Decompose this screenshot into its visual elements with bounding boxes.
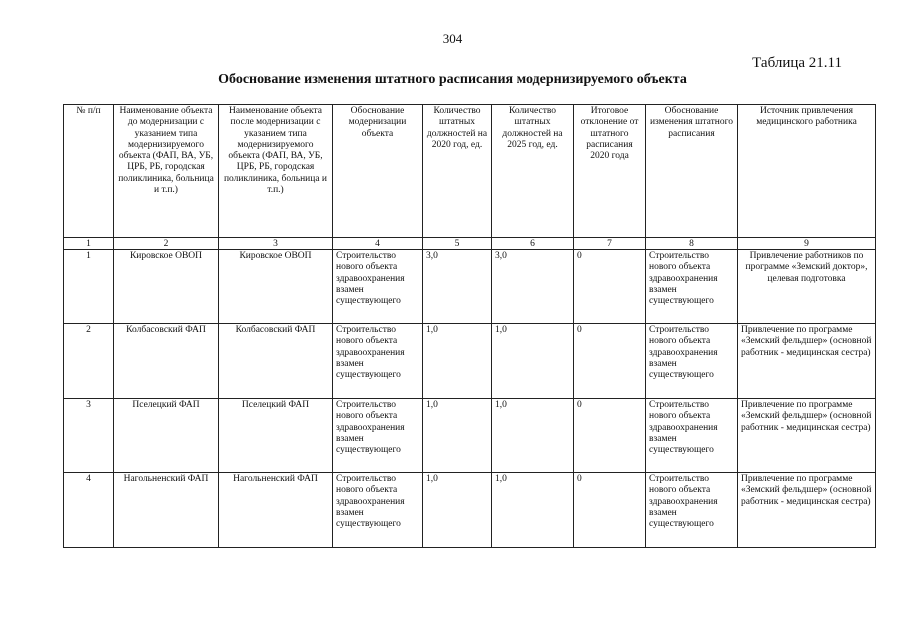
table-row (64, 324, 876, 399)
object-after: Нагольненский ФАП (219, 473, 333, 548)
object-before: Пселецкий ФАП (114, 399, 219, 473)
modernization-basis: Строительство нового объекта здравоохранения взамен существующего (333, 473, 423, 548)
staff-2025: 1,0 (492, 473, 574, 548)
column-number: 6 (492, 238, 574, 250)
document-title: Обоснование изменения штатного расписания модернизируемого объекта (218, 72, 687, 87)
worker-source: Привлечение работников по программе «Земский доктор», целевая подготовка (738, 250, 876, 324)
staff-2025: 1,0 (492, 324, 574, 399)
header-cell-basis: Обоснование модернизации объекта (333, 105, 423, 238)
change-reason: Строительство нового объекта здравоохранения взамен существующего (646, 250, 738, 324)
header-cell-before: Наименование объекта до модернизации с указанием типа модернизируемого объекта (ФАП, ВА, УБ, ЦРБ, РБ, городская поликлиника, больница и т.п.) (114, 105, 219, 238)
staff-2020: 3,0 (423, 250, 492, 324)
row-number: 2 (64, 324, 114, 399)
object-after: Кировское ОВОП (219, 250, 333, 324)
worker-source: Привлечение по программе «Земский фельдшер» (основной работник - медицинская сестра) (738, 399, 876, 473)
header-row (64, 105, 876, 238)
modernization-basis: Строительство нового объекта здравоохранения взамен существующего (333, 324, 423, 399)
change-reason: Строительство нового объекта здравоохранения взамен существующего (646, 473, 738, 548)
column-number-row (64, 238, 876, 250)
worker-source: Привлечение по программе «Земский фельдшер» (основной работник - медицинская сестра) (738, 324, 876, 399)
object-after: Пселецкий ФАП (219, 399, 333, 473)
header-cell-num: № п/п (64, 105, 114, 238)
worker-source: Привлечение по программе «Земский фельдшер» (основной работник - медицинская сестра) (738, 473, 876, 548)
header-cell-staff-2025: Количество штатных должностей на 2025 год, ед. (492, 105, 574, 238)
object-before: Нагольненский ФАП (114, 473, 219, 548)
object-before: Кировское ОВОП (114, 250, 219, 324)
change-reason: Строительство нового объекта здравоохранения взамен существующего (646, 324, 738, 399)
header-cell-source: Источник привлечения медицинского работника (738, 105, 876, 238)
object-after: Колбасовский ФАП (219, 324, 333, 399)
row-number: 3 (64, 399, 114, 473)
column-number: 1 (64, 238, 114, 250)
deviation: 0 (574, 250, 646, 324)
row-number: 4 (64, 473, 114, 548)
table-row (64, 473, 876, 548)
modernization-basis: Строительство нового объекта здравоохранения взамен существующего (333, 250, 423, 324)
header-cell-after: Наименование объекта после модернизации с указанием типа модернизируемого объекта (ФАП, ВА, УБ, ЦРБ, РБ, городская поликлиника, больница и т.п.) (219, 105, 333, 238)
staff-2020: 1,0 (423, 473, 492, 548)
deviation: 0 (574, 473, 646, 548)
column-number: 9 (738, 238, 876, 250)
row-number: 1 (64, 250, 114, 324)
staffing-table (63, 104, 876, 548)
staff-2025: 1,0 (492, 399, 574, 473)
table-label: Таблица 21.11 (752, 55, 842, 71)
column-number: 4 (333, 238, 423, 250)
change-reason: Строительство нового объекта здравоохранения взамен существующего (646, 399, 738, 473)
column-number: 3 (219, 238, 333, 250)
modernization-basis: Строительство нового объекта здравоохранения взамен существующего (333, 399, 423, 473)
staff-2020: 1,0 (423, 324, 492, 399)
table-row (64, 399, 876, 473)
column-number: 7 (574, 238, 646, 250)
table-row (64, 250, 876, 324)
deviation: 0 (574, 324, 646, 399)
header-cell-deviation: Итоговое отклонение от штатного расписания 2020 года (574, 105, 646, 238)
staff-2025: 3,0 (492, 250, 574, 324)
object-before: Колбасовский ФАП (114, 324, 219, 399)
column-number: 5 (423, 238, 492, 250)
header-cell-change-reason: Обоснование изменения штатного расписания (646, 105, 738, 238)
staff-2020: 1,0 (423, 399, 492, 473)
column-number: 2 (114, 238, 219, 250)
deviation: 0 (574, 399, 646, 473)
column-number: 8 (646, 238, 738, 250)
header-cell-staff-2020: Количество штатных должностей на 2020 год, ед. (423, 105, 492, 238)
page-number: 304 (442, 31, 463, 46)
